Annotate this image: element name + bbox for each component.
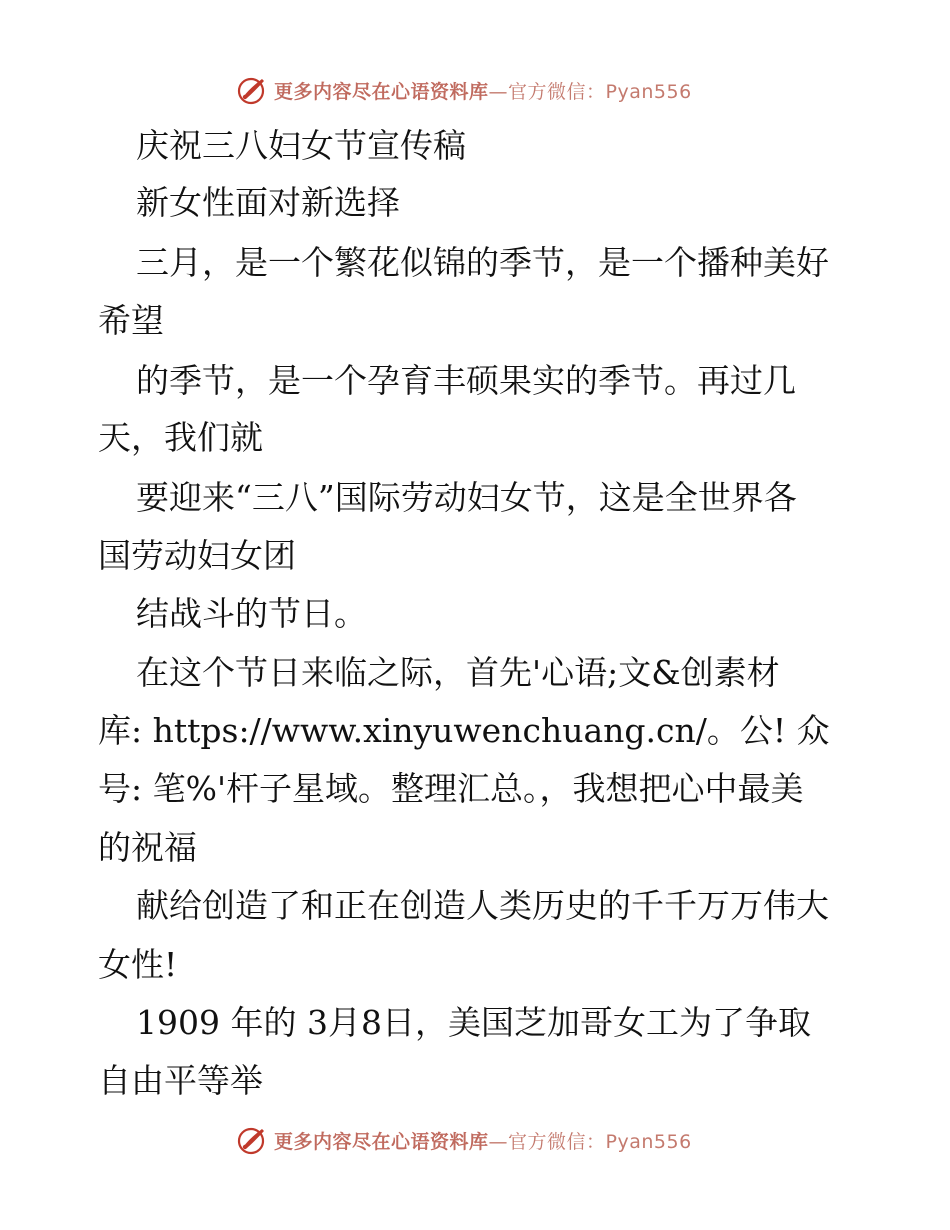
doc-line: 在这个节日来临之际，首先'心语;文&创素材 xyxy=(136,653,780,692)
doc-line: 希望 xyxy=(98,301,164,340)
brush-pen-logo-icon xyxy=(236,1124,268,1156)
footer-banner-main: 更多内容尽在心语资料库 xyxy=(274,1130,489,1153)
doc-line: 库: https://www.xinyuwenchuang.cn/。公! 众 xyxy=(98,711,830,750)
doc-line: 女性! xyxy=(98,945,178,984)
header-banner-sep: — xyxy=(488,80,509,103)
brush-pen-logo-icon xyxy=(236,74,268,106)
doc-line: 天，我们就 xyxy=(98,418,263,457)
header-banner-wechat: 官方微信： xyxy=(508,80,606,103)
doc-line: 自由平等举 xyxy=(98,1061,263,1100)
doc-line: 要迎来“三八”国际劳动妇女节，这是全世界各 xyxy=(136,478,797,517)
doc-line: 献给创造了和正在创造人类历史的千千万万伟大 xyxy=(136,886,829,925)
header-banner-id: Pyan556 xyxy=(605,80,692,103)
footer-banner-text xyxy=(274,1127,692,1154)
footer-banner-id: Pyan556 xyxy=(605,1130,692,1153)
doc-line: 的季节，是一个孕育丰硕果实的季节。再过几 xyxy=(136,361,796,400)
doc-title: 庆祝三八妇女节宣传稿 xyxy=(136,126,466,165)
footer-banner-wechat: 官方微信： xyxy=(508,1130,606,1153)
header-banner xyxy=(236,73,716,107)
header-banner-main: 更多内容尽在心语资料库 xyxy=(274,80,489,103)
doc-line: 国劳动妇女团 xyxy=(98,536,296,575)
doc-line: 的祝福 xyxy=(98,828,197,867)
doc-line: 号: 笔%'杆子星域。整理汇总。，我想把心中最美 xyxy=(98,769,804,808)
doc-subtitle: 新女性面对新选择 xyxy=(136,183,400,222)
doc-line: 三月，是一个繁花似锦的季节，是一个播种美好 xyxy=(136,243,829,282)
header-banner-text xyxy=(274,77,692,104)
doc-line: 1909 年的 3月8日，美国芝加哥女工为了争取 xyxy=(136,1003,811,1042)
footer-banner xyxy=(236,1123,716,1157)
doc-line: 结战斗的节日。 xyxy=(136,594,367,633)
footer-banner-sep: — xyxy=(488,1130,509,1153)
